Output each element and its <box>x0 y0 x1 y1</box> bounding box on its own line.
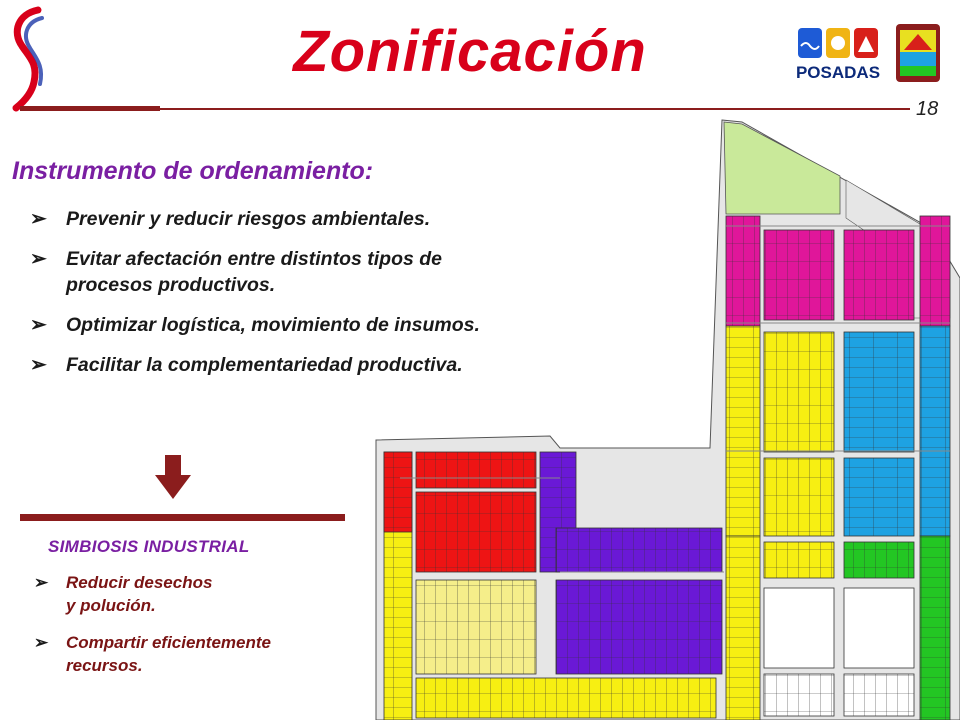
list-item: ➢ Compartir eficientemente recursos. <box>34 633 271 675</box>
zone-block-red-lots <box>416 492 536 572</box>
symbiosis-list <box>34 571 364 691</box>
zone-block-white-lots <box>764 674 834 716</box>
zone-block-yellow-lots <box>764 458 834 536</box>
list-item: ➢ Prevenir y reducir riesgos ambientales. <box>30 208 431 230</box>
zone-block-yellow-lots <box>726 326 760 536</box>
section-heading: Instrumento de ordenamiento: <box>12 157 374 185</box>
arrow-bullet-icon: ➢ <box>30 208 47 230</box>
zone-block-white <box>764 588 834 668</box>
zone-block-yellow-lots <box>764 542 834 578</box>
zone-block-blue-lots <box>920 326 950 536</box>
zone-block-magenta-lots <box>764 230 834 320</box>
zone-block-white <box>844 588 914 668</box>
zoning-map <box>370 118 960 720</box>
zone-block-purple-lots <box>556 580 722 674</box>
list-item: ➢ Evitar afectación entre distintos tipos de procesos productivos. <box>30 248 443 296</box>
zone-block-blue-lots <box>844 458 914 536</box>
zone-block-yellow-lots <box>416 678 716 718</box>
zone-block-magenta-lots <box>726 216 760 326</box>
list-item: ➢ Facilitar la complementariedad productiva. <box>30 354 463 376</box>
zone-block-red-lots <box>416 452 536 488</box>
arrow-bullet-icon: ➢ <box>30 314 47 336</box>
page-title: Zonificación <box>293 19 647 84</box>
title-rule <box>20 106 910 111</box>
arrow-bullet-icon: ➢ <box>30 248 47 270</box>
zone-block-pale-yellow-lots <box>416 580 536 674</box>
down-arrow-icon <box>155 455 191 499</box>
zone-block-red-lots <box>384 452 412 532</box>
zone-block-purple-lots <box>556 528 722 572</box>
zone-block-yellow-lots <box>726 536 760 720</box>
arrow-bullet-icon: ➢ <box>34 633 49 652</box>
list-item: ➢ Reducir desechos y polución. <box>34 573 213 615</box>
posadas-logo-text: POSADAS <box>796 63 881 82</box>
symbiosis-title: SIMBIOSIS INDUSTRIAL <box>48 537 250 556</box>
posadas-logo-icon <box>796 20 944 92</box>
arrow-bullet-icon: ➢ <box>30 354 47 376</box>
zone-block-magenta-lots <box>920 216 950 326</box>
zone-block-magenta-lots <box>844 230 914 320</box>
zone-block-green-lots <box>844 542 914 578</box>
zone-block-yellow-lots <box>764 332 834 452</box>
symbiosis-rule <box>20 514 345 521</box>
arrow-bullet-icon: ➢ <box>34 573 49 592</box>
zone-block-blue-lots <box>844 332 914 452</box>
list-item: ➢ Optimizar logística, movimiento de insumos. <box>30 314 480 336</box>
page-number: 18 <box>916 98 939 120</box>
zone-block-green-lots <box>920 536 950 720</box>
zone-block-white-lots <box>844 674 914 716</box>
